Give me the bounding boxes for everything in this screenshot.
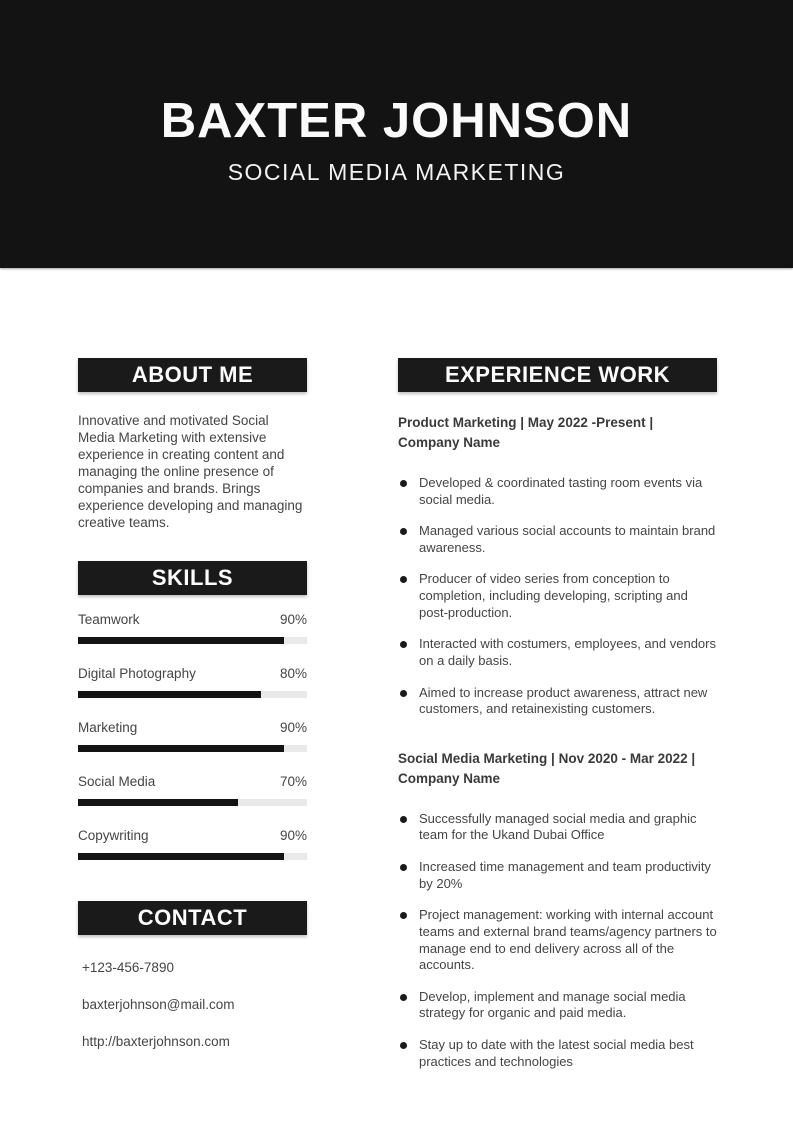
experience-bullet: Develop, implement and manage social media strategy for organic and paid media. (398, 989, 717, 1022)
job-1-bullets (398, 475, 717, 718)
skill-row-digital-photography (78, 666, 307, 698)
experience-bullet: Interacted with costumers, employees, and vendors on a daily basis. (398, 636, 717, 669)
skill-row-social-media (78, 774, 307, 806)
contact-email: baxterjohnson@mail.com (82, 997, 235, 1012)
skill-row-copywriting (78, 828, 307, 860)
experience-bullet: Aimed to increase product awareness, attract new customers, and retainexisting customers. (398, 685, 717, 718)
skill-progress-track (78, 691, 307, 698)
right-column (398, 358, 717, 1085)
skill-row-marketing (78, 720, 307, 752)
skill-progress-fill (78, 799, 238, 806)
skill-progress-track (78, 853, 307, 860)
job-2-bullets (398, 811, 717, 1071)
skill-percent: 90% (279, 612, 307, 627)
skill-label: Teamwork (78, 612, 140, 627)
skill-label: Social Media (78, 774, 156, 789)
skills-list (78, 612, 307, 860)
job-heading-2 (398, 749, 717, 789)
skill-progress-track (78, 637, 307, 644)
person-name: BAXTER JOHNSON (160, 93, 633, 148)
experience-bullet: Successfully managed social media and graphic team for the Ukand Dubai Office (398, 811, 717, 844)
skill-label: Digital Photography (78, 666, 196, 681)
skill-label: Copywriting (78, 828, 149, 843)
experience-bullet: Stay up to date with the latest social media best practices and technologies (398, 1037, 717, 1070)
contact-list (78, 960, 307, 1050)
about-text: Innovative and motivated Social Media Marketing with extensive experience in creating content and managing the online presence of companies and brands. Brings experience developing and managing creative teams. (78, 413, 303, 530)
job-title-line1: Product Marketing | May 2022 -Present | (398, 415, 654, 430)
skill-percent: 80% (279, 666, 307, 681)
contact-section-title: CONTACT (78, 901, 307, 935)
experience-section-title: EXPERIENCE WORK (398, 358, 717, 392)
job-title-line1: Social Media Marketing | Nov 2020 - Mar 2022 | (398, 750, 696, 766)
experience-bullet: Project management: working with internal account teams and external brand teams/agency partners to manage end to end delivery across all of the accounts. (398, 907, 717, 974)
skills-section-title: SKILLS (78, 561, 307, 595)
skill-progress-track (78, 799, 307, 806)
skill-percent: 90% (279, 828, 307, 843)
experience-bullet: Managed various social accounts to maintain brand awareness. (398, 523, 717, 556)
skill-progress-fill (78, 853, 284, 860)
skill-row-teamwork (78, 612, 307, 644)
skill-progress-track (78, 745, 307, 752)
job-heading-1 (398, 413, 717, 453)
skill-progress-fill (78, 691, 261, 698)
experience-bullet: Producer of video series from conception to completion, including developing, scripting and post-production. (398, 571, 717, 621)
skill-progress-fill (78, 745, 284, 752)
skill-label: Marketing (78, 720, 138, 735)
skill-percent: 70% (279, 774, 307, 789)
person-role: SOCIAL MEDIA MARKETING (227, 159, 566, 186)
contact-website: http://baxterjohnson.com (82, 1034, 230, 1049)
resume-body (0, 268, 793, 1085)
skill-progress-fill (78, 637, 284, 644)
contact-phone: +123-456-7890 (82, 960, 174, 975)
skill-percent: 90% (279, 720, 307, 735)
experience-bullet: Increased time management and team productivity by 20% (398, 859, 717, 892)
left-column (78, 358, 307, 1085)
experience-bullet: Developed & coordinated tasting room events via social media. (398, 475, 717, 508)
job-title-line2: Company Name (398, 770, 501, 786)
resume-header (0, 0, 793, 268)
job-title-line2: Company Name (398, 434, 501, 450)
about-section-title: ABOUT ME (78, 358, 307, 392)
